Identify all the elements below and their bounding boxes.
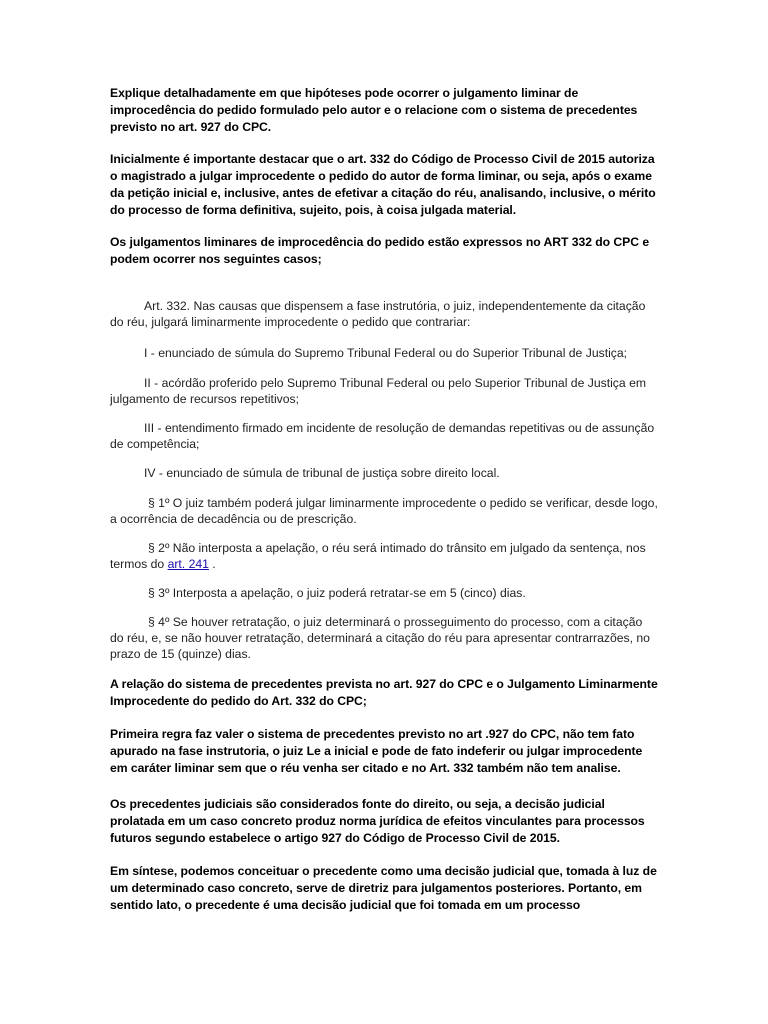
relation-heading: A relação do sistema de precedentes prevista no art. 927 do CPC e o Julgamento Liminarmente Improcedente do pedido do Art. 332 do CPC; <box>110 677 658 708</box>
article-paragraph-2-text: § 2º Não interposta a apelação, o réu será intimado do trânsito em julgado da sentença, nos termos do <box>110 541 646 571</box>
article-paragraph-2 <box>110 541 658 573</box>
question-paragraph: Explique detalhadamente em que hipóteses pode ocorrer o julgamento liminar de improcedência do pedido formulado pelo autor e o relacione com o sistema de precedentes previsto no art. 927 do CPC. <box>110 86 638 134</box>
synthesis-paragraph: Em síntese, podemos conceituar o precedente como uma decisão judicial que, tomada à luz de um determinado caso concreto, serve de diretriz para julgamentos posteriores. Portanto, em sentido lato, o precedente é uma decisão judicial que foi tomada em um processo <box>110 864 657 912</box>
article-inciso-ii: II - acórdão proferido pelo Supremo Tribunal Federal ou pelo Superior Tribunal de Justiça em julgamento de recursos repetitivos; <box>110 376 646 406</box>
art-241-link[interactable]: art. 241 <box>167 556 209 571</box>
first-rule-paragraph: Primeira regra faz valer o sistema de precedentes previsto no art .927 do CPC, não tem fato apurado na fase instrutoria, o juiz Le a inicial e pode de fato indeferir ou julgar improcedente em caráter liminar sem que o réu venha ser citado e no Art. 332 também não tem analise. <box>110 727 643 775</box>
precedents-paragraph: Os precedentes judiciais são considerados fonte do direito, ou seja, a decisão judicial prolatada em um caso concreto produz norma jurídica de efeitos vinculantes para processos futuros segundo estabelece o artigo 927 do Código de Processo Civil de 2015. <box>110 797 645 845</box>
cases-intro-paragraph: Os julgamentos liminares de improcedência do pedido estão expressos no ART 332 do CPC e podem ocorrer nos seguintes casos; <box>110 235 650 266</box>
article-paragraph-2-end: . <box>208 556 216 571</box>
article-paragraph-3: § 3º Interposta a apelação, o juiz poderá retratar-se em 5 (cinco) dias. <box>148 586 526 600</box>
article-caput: Art. 332. Nas causas que dispensem a fase instrutória, o juiz, independentemente da citação do réu, julgará liminarmente improcedente o pedido que contrariar: <box>110 299 646 329</box>
intro-paragraph: Inicialmente é importante destacar que o art. 332 do Código de Processo Civil de 2015 autoriza o magistrado a julgar improcedente o pedido do autor de forma liminar, ou seja, após o exame da petição inicial e, inclusive, antes de efetivar a citação do réu, analisando, inclusive, o mérito do processo de forma definitiva, sujeito, pois, à coisa julgada material. <box>110 152 656 217</box>
article-inciso-iii: III - entendimento firmado em incidente de resolução de demandas repetitivas ou de assunção de competência; <box>110 421 655 451</box>
article-paragraph-1: § 1º O juiz também poderá julgar liminarmente improcedente o pedido se verificar, desde logo, a ocorrência de decadência ou de prescrição. <box>110 496 658 526</box>
article-inciso-i: I - enunciado de súmula do Supremo Tribunal Federal ou do Superior Tribunal de Justiça; <box>144 346 628 360</box>
article-paragraph-4: § 4º Se houver retratação, o juiz determinará o prosseguimento do processo, com a citação do réu, e, se não houver retratação, determinará a citação do réu para apresentar contrarrazões, no prazo de 15 (quinze) dias. <box>110 615 650 661</box>
article-inciso-iv: IV - enunciado de súmula de tribunal de justiça sobre direito local. <box>144 466 500 480</box>
